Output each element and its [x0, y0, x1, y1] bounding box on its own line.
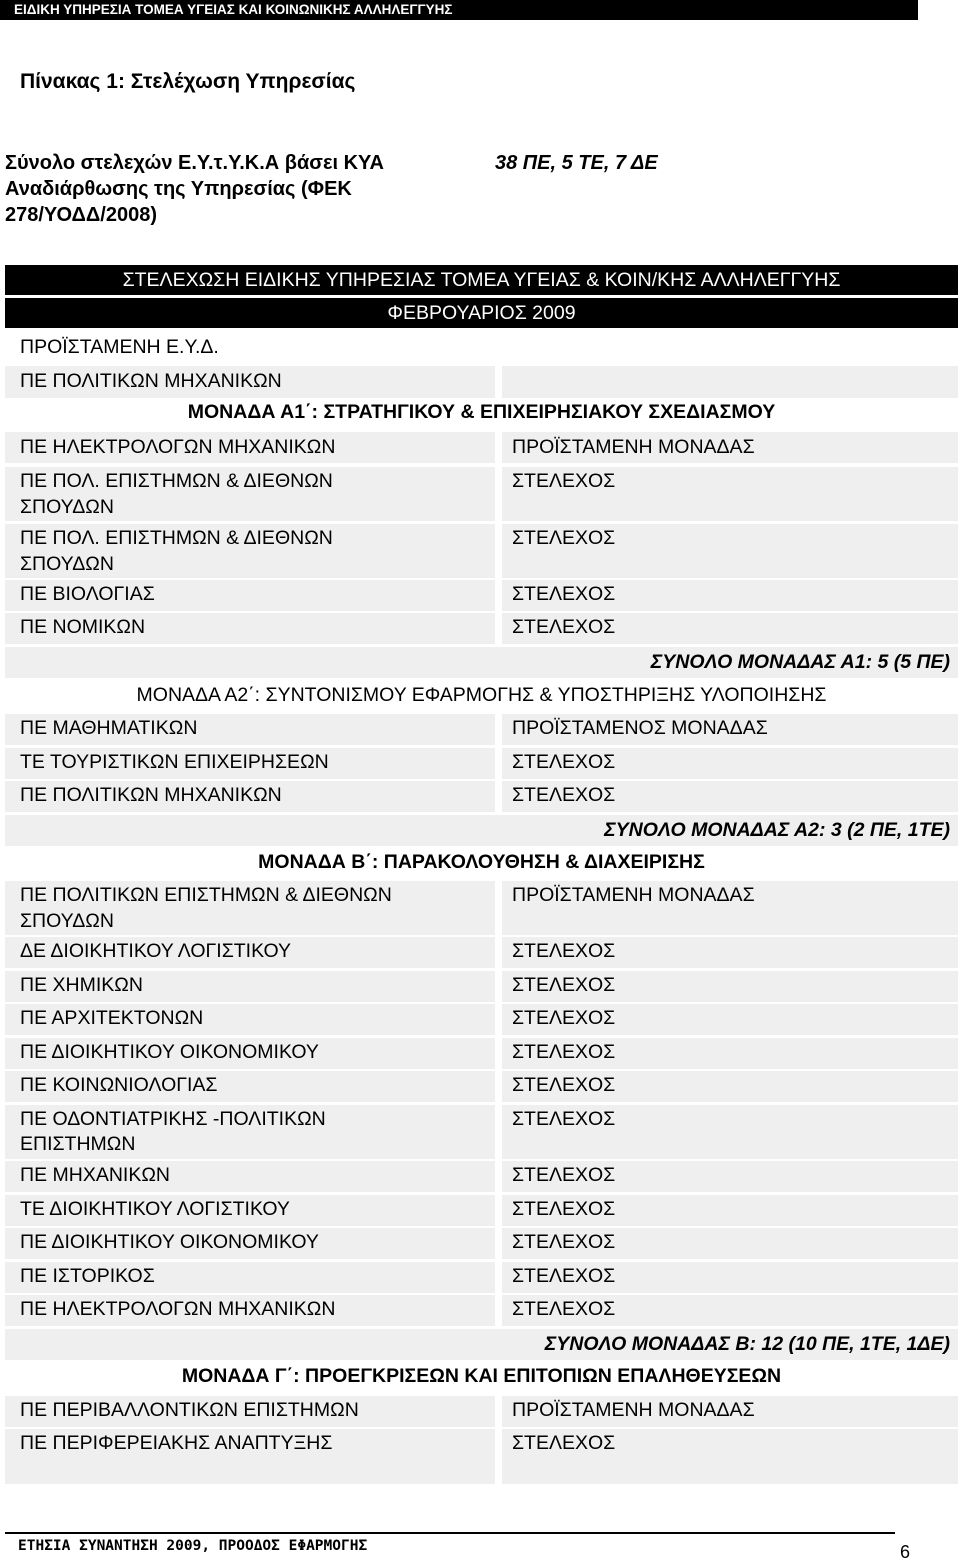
table-row-specialty: ΠΕ ΔΙΟΙΚΗΤΙΚΟΥ ΟΙΚΟΝΟΜΙΚΟΥ	[20, 1041, 319, 1063]
page-number: 6	[900, 1542, 911, 1562]
table-row-role: ΣΤΕΛΕΧΟΣ	[512, 527, 616, 549]
table-row-specialty: ΠΕ ΙΣΤΟΡΙΚΟΣ	[20, 1265, 155, 1287]
table-row-specialty: ΠΕ ΜΑΘΗΜΑΤΙΚΩΝ	[20, 717, 198, 739]
table-row-role: ΣΤΕΛΕΧΟΣ	[512, 470, 616, 492]
staff-summary-label	[5, 150, 455, 228]
table-row-specialty: ΠΕ ΠΕΡΙΦΕΡΕΙΑΚΗΣ ΑΝΑΠΤΥΞΗΣ	[20, 1432, 333, 1454]
table-row-role: ΣΤΕΛΕΧΟΣ	[512, 616, 616, 638]
table-row-specialty: ΠΕ ΠΕΡΙΒΑΛΛΟΝΤΙΚΩΝ ΕΠΙΣΤΗΜΩΝ	[20, 1399, 359, 1421]
unit-b-title: ΜΟΝΑΔΑ Β΄: ΠΑΡΑΚΟΛΟΥΘΗΣΗ & ΔΙΑΧΕΙΡΙΣΗΣ	[258, 851, 705, 873]
table-row-specialty: ΠΕ ΧΗΜΙΚΩΝ	[20, 974, 143, 996]
table-row-specialty-cont: ΕΠΙΣΤΗΜΩΝ	[20, 1133, 136, 1155]
staff-summary-value: 38 ΠΕ, 5 ΤΕ, 7 ΔΕ	[495, 152, 658, 174]
unit-a1-total: ΣΥΝΟΛΟ ΜΟΝΑΔΑΣ Α1: 5 (5 ΠΕ)	[650, 651, 950, 673]
table-row-specialty: ΠΕ ΝΟΜΙΚΩΝ	[20, 616, 146, 638]
table-row-role: ΣΤΕΛΕΧΟΣ	[512, 974, 616, 996]
table-row-specialty: ΠΕ ΔΙΟΙΚΗΤΙΚΟΥ ΟΙΚΟΝΟΜΙΚΟΥ	[20, 1231, 319, 1253]
unit-a2-title: ΜΟΝΑΔΑ Α2΄: ΣΥΝΤΟΝΙΣΜΟΥ ΕΦΑΡΜΟΓΗΣ & ΥΠΟΣΤΗΡΙΞΗΣ ΥΛΟΠΟΙΗΣΗΣ	[136, 684, 827, 706]
table-row-role: ΠΡΟΪΣΤΑΜΕΝΟΣ ΜΟΝΑΔΑΣ	[512, 717, 768, 739]
unit-a2-total: ΣΥΝΟΛΟ ΜΟΝΑΔΑΣ Α2: 3 (2 ΠΕ, 1ΤΕ)	[604, 819, 950, 841]
table-row-role: ΣΤΕΛΕΧΟΣ	[512, 583, 616, 605]
summary-line: 278/ΥΟΔΔ/2008)	[5, 204, 157, 226]
table-row-specialty: ΠΕ ΗΛΕΚΤΡΟΛΟΓΩΝ ΜΗΧΑΝΙΚΩΝ	[20, 1298, 336, 1320]
table-row-role: ΣΤΕΛΕΧΟΣ	[512, 1265, 616, 1287]
table-row-role: ΣΤΕΛΕΧΟΣ	[512, 751, 616, 773]
table-row-role: ΣΤΕΛΕΧΟΣ	[512, 784, 616, 806]
table-row-role: ΠΡΟΪΣΤΑΜΕΝΗ ΜΟΝΑΔΑΣ	[512, 884, 755, 906]
staffing-banner-date: ΦΕΒΡΟΥΑΡΙΟΣ 2009	[5, 298, 958, 328]
table-title: Πίνακας 1: Στελέχωση Υπηρεσίας	[20, 70, 356, 93]
table-row-specialty: ΔΕ ΔΙΟΙΚΗΤΙΚΟΥ ΛΟΓΙΣΤΙΚΟΥ	[20, 940, 292, 962]
table-row-specialty: ΠΕ ΑΡΧΙΤΕΚΤΟΝΩΝ	[20, 1007, 204, 1029]
table-row-specialty: ΠΕ ΜΗΧΑΝΙΚΩΝ	[20, 1164, 171, 1186]
table-row-role: ΣΤΕΛΕΧΟΣ	[512, 1108, 616, 1130]
table-row-role: ΣΤΕΛΕΧΟΣ	[512, 1432, 616, 1454]
unit-c-title: ΜΟΝΑΔΑ Γ΄: ΠΡΟΕΓΚΡΙΣΕΩΝ ΚΑΙ ΕΠΙΤΟΠΙΩΝ ΕΠΑΛΗΘΕΥΣΕΩΝ	[181, 1365, 782, 1387]
table-row-specialty: ΠΕ ΠΟΛ. ΕΠΙΣΤΗΜΩΝ & ΔΙΕΘΝΩΝ	[20, 527, 333, 549]
table-row-role: ΣΤΕΛΕΧΟΣ	[512, 1007, 616, 1029]
table-row-specialty-cont: ΣΠΟΥΔΩΝ	[20, 496, 114, 518]
table-row-specialty: ΠΕ ΒΙΟΛΟΓΙΑΣ	[20, 583, 155, 605]
staffing-banner-title: ΣΤΕΛΕΧΩΣΗ ΕΙΔΙΚΗΣ ΥΠΗΡΕΣΙΑΣ ΤΟΜΕΑ ΥΓΕΙΑΣ & ΚΟΙΝ/ΚΗΣ ΑΛΛΗΛΕΓΓΥΗΣ	[5, 265, 958, 295]
summary-line: Αναδιάρθωσης της Υπηρεσίας (ΦΕΚ	[5, 178, 352, 200]
table-row-role: ΣΤΕΛΕΧΟΣ	[512, 940, 616, 962]
head-specialty: ΠΕ ΠΟΛΙΤΙΚΩΝ ΜΗΧΑΝΙΚΩΝ	[20, 370, 282, 392]
table-row-specialty: ΠΕ ΠΟΛΙΤΙΚΩΝ ΕΠΙΣΤΗΜΩΝ & ΔΙΕΘΝΩΝ	[20, 884, 392, 906]
footer-text: ΕΤΗΣΙΑ ΣΥΝΑΝΤΗΣΗ 2009, ΠΡΟΟΔΟΣ ΕΦΑΡΜΟΓΗΣ	[18, 1538, 368, 1554]
unit-a1-title: ΜΟΝΑΔΑ Α1΄: ΣΤΡΑΤΗΓΙΚΟΥ & ΕΠΙΧΕΙΡΗΣΙΑΚΟΥ ΣΧΕΔΙΑΣΜΟΥ	[187, 401, 776, 423]
footer-rule	[5, 1532, 895, 1534]
table-row-role: ΣΤΕΛΕΧΟΣ	[512, 1041, 616, 1063]
table-row-role: ΣΤΕΛΕΧΟΣ	[512, 1198, 616, 1220]
table-row-role: ΣΤΕΛΕΧΟΣ	[512, 1298, 616, 1320]
head-role: ΠΡΟΪΣΤΑΜΕΝΗ Ε.Υ.Δ.	[20, 336, 219, 358]
table-row-specialty: ΠΕ ΠΟΛ. ΕΠΙΣΤΗΜΩΝ & ΔΙΕΘΝΩΝ	[20, 470, 333, 492]
unit-b-total: ΣΥΝΟΛΟ ΜΟΝΑΔΑΣ Β: 12 (10 ΠΕ, 1ΤΕ, 1ΔΕ)	[544, 1333, 950, 1355]
table-row-specialty: ΤΕ ΔΙΟΙΚΗΤΙΚΟΥ ΛΟΓΙΣΤΙΚΟΥ	[20, 1198, 290, 1220]
table-row-role: ΣΤΕΛΕΧΟΣ	[512, 1164, 616, 1186]
table-row-specialty: ΠΕ ΗΛΕΚΤΡΟΛΟΓΩΝ ΜΗΧΑΝΙΚΩΝ	[20, 436, 336, 458]
table-row-specialty-cont: ΣΠΟΥΔΩΝ	[20, 553, 114, 575]
table-row-role: ΣΤΕΛΕΧΟΣ	[512, 1074, 616, 1096]
table-row-role: ΣΤΕΛΕΧΟΣ	[512, 1231, 616, 1253]
table-row-role: ΠΡΟΪΣΤΑΜΕΝΗ ΜΟΝΑΔΑΣ	[512, 436, 755, 458]
running-header: ΕΙΔΙΚΗ ΥΠΗΡΕΣΙΑ ΤΟΜΕΑ ΥΓΕΙΑΣ ΚΑΙ ΚΟΙΝΩΝΙΚΗΣ ΑΛΛΗΛΕΓΓΥΗΣ	[0, 0, 918, 20]
table-row-specialty: ΠΕ ΚΟΙΝΩΝΙΟΛΟΓΙΑΣ	[20, 1074, 218, 1096]
summary-line: Σύνολο στελεχών Ε.Υ.τ.Υ.Κ.Α βάσει ΚΥΑ	[5, 152, 384, 174]
table-row-specialty: ΠΕ ΟΔΟΝΤΙΑΤΡΙΚΗΣ -ΠΟΛΙΤΙΚΩΝ	[20, 1108, 326, 1130]
table-row-specialty-cont: ΣΠΟΥΔΩΝ	[20, 910, 114, 932]
table-row-specialty: ΠΕ ΠΟΛΙΤΙΚΩΝ ΜΗΧΑΝΙΚΩΝ	[20, 784, 282, 806]
table-row-role: ΠΡΟΪΣΤΑΜΕΝΗ ΜΟΝΑΔΑΣ	[512, 1399, 755, 1421]
table-row-specialty: ΤΕ ΤΟΥΡΙΣΤΙΚΩΝ ΕΠΙΧΕΙΡΗΣΕΩΝ	[20, 751, 329, 773]
